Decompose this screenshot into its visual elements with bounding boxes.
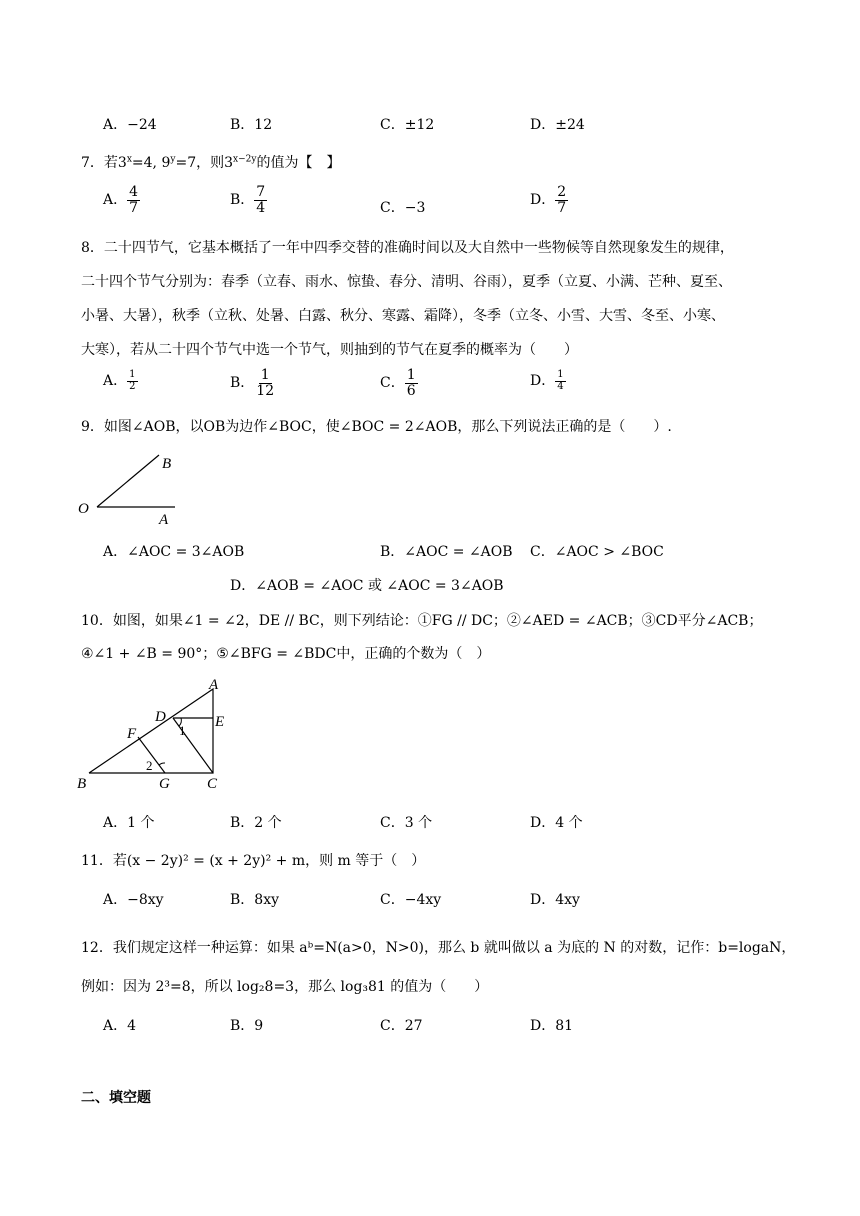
q11-option-c: C．−4xy: [380, 892, 442, 908]
q8-option-b: B． $\frac{1}{12}$: [230, 367, 275, 399]
label-g: G: [159, 776, 170, 792]
q12-option-b: B．9: [230, 1018, 264, 1034]
label-f: F: [127, 726, 137, 742]
section-heading-fill-in: 二、填空题: [81, 1090, 151, 1106]
question-9: 9．如图∠AOB，以OB为边作∠BOC，使∠BOC = 2∠AOB，那么下列说法正确的是（ ）.: [81, 419, 672, 435]
label-c: C: [207, 776, 218, 792]
q8-option-d: D． $\frac{1}{4}$: [530, 369, 564, 392]
label-a: A: [159, 512, 169, 528]
question-12-line-2: 例如：因为 2³=8，所以 log₂8=3，那么 log₃81 的值为（ ）: [81, 979, 489, 995]
angle-2-arc: [159, 763, 165, 765]
q10-option-d: D．4 个: [530, 815, 583, 831]
question-10-line-2: ④∠1 + ∠B = 90°；⑤∠BFG = ∠BDC中，正确的个数为（ ）: [81, 646, 491, 662]
label-b: B: [77, 776, 87, 792]
q10-option-a: A．1 个: [103, 815, 155, 831]
q9-option-c: C．∠AOC > ∠BOC: [530, 544, 664, 560]
q6-option-c: C．±12: [380, 117, 435, 133]
label-angle-1: 1: [179, 723, 186, 738]
q9-option-d: D．∠AOB = ∠AOC 或 ∠AOC = 3∠AOB: [230, 578, 504, 594]
q6-option-a: A．−24: [103, 117, 157, 133]
question-12-line-1: 12．我们规定这样一种运算：如果 aᵇ=N(a>0，N>0)，那么 b 就叫做以 a 为底的 N 的对数，记作：b=logaN，: [81, 940, 796, 956]
q10-figure: [75, 675, 245, 795]
label-angle-2: 2: [146, 758, 153, 773]
label-a: A: [209, 677, 219, 693]
question-8-line-2: 二十四个节气分别为：春季（立春、雨水、惊蛰、春分、清明、谷雨），夏季（立夏、小满、芒种、夏至、: [81, 274, 732, 290]
question-10-line-1: 10．如图，如果∠1 = ∠2，DE // BC，则下列结论：①FG // DC；②∠AED = ∠ACB；③CD平分∠ACB；: [81, 613, 763, 629]
q7-option-d: D． $\frac{2}{7}$: [530, 184, 567, 216]
label-b: B: [162, 456, 172, 472]
q8-option-a: A． $\frac{1}{2}$: [103, 369, 136, 392]
question-11: 11．若(x − 2y)² = (x + 2y)² + m，则 m 等于（ ）: [81, 853, 426, 869]
q7-option-b: B． $\frac{7}{4}$: [230, 184, 266, 216]
q11-option-b: B．8xy: [230, 892, 279, 908]
q9-option-a: A．∠AOC = 3∠AOB: [103, 544, 245, 560]
q11-option-d: D．4xy: [530, 892, 580, 908]
q12-option-a: A．4: [103, 1018, 137, 1034]
q6-option-d: D．±24: [530, 117, 585, 133]
q6-option-b: B．12: [230, 117, 273, 133]
question-7: 7．若$3^x=4$, $9^y=7$，则$3^{x-2y}$的值为【 】: [81, 154, 341, 171]
q12-option-d: D．81: [530, 1018, 574, 1034]
question-8-line-4: 大寒），若从二十四个节气中选一个节气，则抽到的节气在夏季的概率为（ ）: [81, 342, 578, 358]
question-8-line-1: 8．二十四节气，它基本概括了一年中四季交替的准确时间以及大自然中一些物候等自然现象发生的规律，: [81, 240, 734, 256]
question-8-line-3: 小暑、大暑），秋季（立秋、处暑、白露、秋分、寒露、霜降），冬季（立冬、小雪、大雪、冬至、小寒、: [81, 308, 725, 324]
q9-figure: [75, 450, 195, 530]
q12-option-c: C．27: [380, 1018, 423, 1034]
q11-option-a: A．−8xy: [103, 892, 164, 908]
q10-option-b: B．2 个: [230, 815, 282, 831]
q7-option-c: C．−3: [380, 200, 426, 216]
ray-ob: [97, 455, 159, 507]
q9-option-b: B．∠AOC = ∠AOB: [380, 544, 513, 560]
label-e: E: [215, 714, 225, 730]
label-o: O: [78, 501, 89, 517]
q10-option-c: C．3 个: [380, 815, 433, 831]
label-d: D: [155, 709, 166, 725]
q8-option-c: C． $\frac{1}{6}$: [380, 367, 416, 399]
q7-option-a: A． $\frac{4}{7}$: [103, 184, 139, 216]
